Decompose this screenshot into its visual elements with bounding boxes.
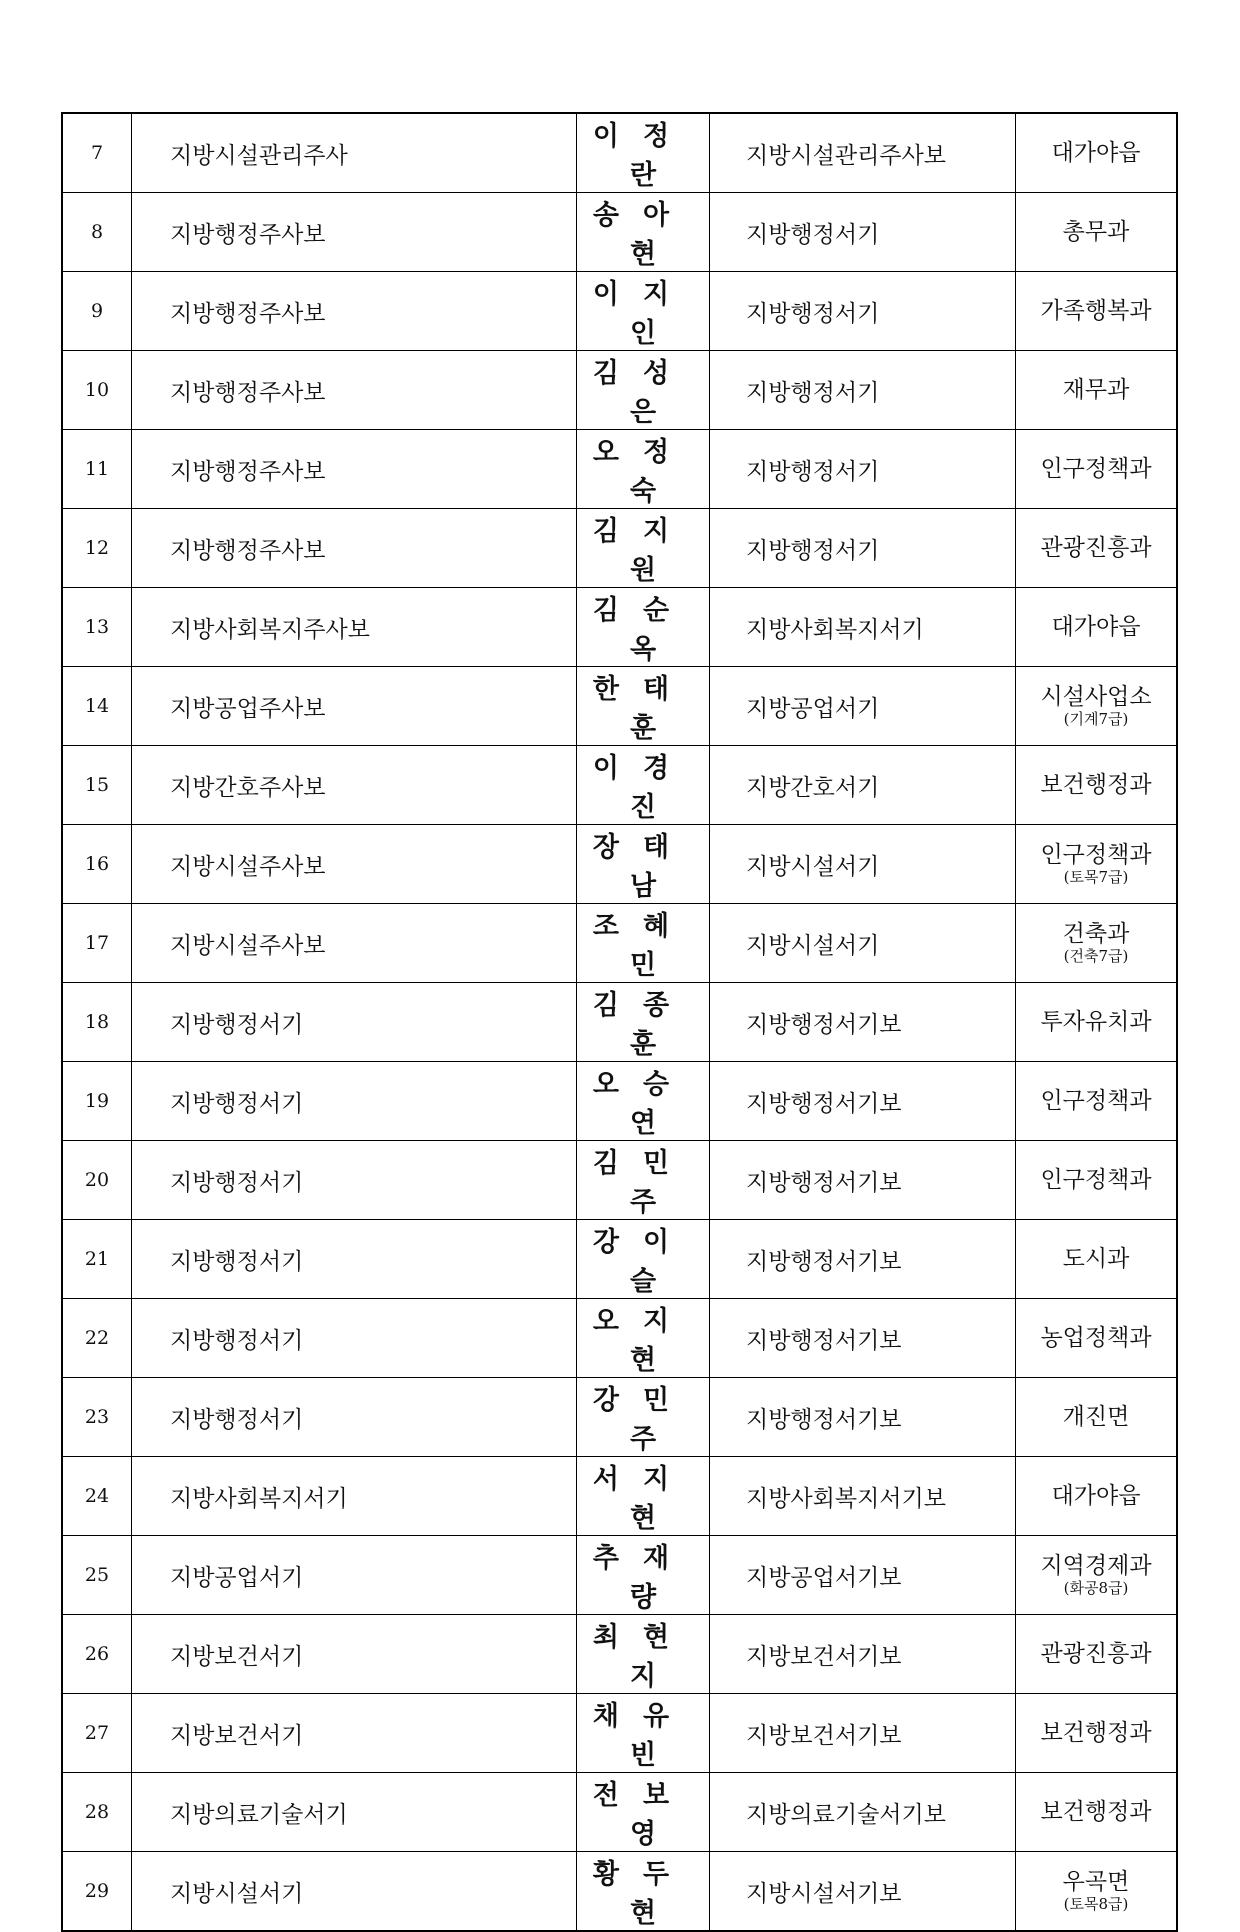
row-number: 25	[62, 1536, 132, 1615]
person-name-cell	[577, 904, 710, 983]
grade-note: (토목7급)	[1063, 867, 1129, 886]
personnel-table	[61, 112, 1178, 1932]
department-cell	[1016, 1299, 1178, 1378]
person-name-cell	[577, 113, 710, 193]
person-name-cell	[577, 509, 710, 588]
department-name: 지역경제과	[1040, 1552, 1152, 1579]
previous-rank: 지방행정주사보	[132, 351, 577, 430]
department-name: 관광진흥과	[1040, 1640, 1152, 1667]
table-row	[62, 1694, 1177, 1773]
table-row	[62, 1141, 1177, 1220]
department-cell	[1016, 1615, 1178, 1694]
row-number: 10	[62, 351, 132, 430]
table-row	[62, 1615, 1177, 1694]
previous-rank: 지방행정서기	[132, 1141, 577, 1220]
person-name: 황두현	[592, 1859, 694, 1929]
person-name-cell	[577, 1852, 710, 1932]
row-number: 8	[62, 193, 132, 272]
row-number: 19	[62, 1062, 132, 1141]
person-name: 전보영	[592, 1780, 694, 1850]
new-rank: 지방보건서기보	[710, 1615, 1016, 1694]
department-name: 인구정책과	[1040, 841, 1152, 868]
previous-rank: 지방공업주사보	[132, 667, 577, 746]
person-name-cell	[577, 588, 710, 667]
department-name: 재무과	[1062, 376, 1130, 403]
department-name: 투자유치과	[1040, 1008, 1152, 1035]
previous-rank: 지방시설주사보	[132, 825, 577, 904]
department-name: 농업정책과	[1040, 1324, 1152, 1351]
person-name-cell	[577, 193, 710, 272]
new-rank: 지방사회복지서기	[710, 588, 1016, 667]
department-cell	[1016, 904, 1178, 983]
person-name-cell	[577, 430, 710, 509]
new-rank: 지방행정서기보	[710, 1299, 1016, 1378]
new-rank: 지방행정서기	[710, 351, 1016, 430]
row-number: 14	[62, 667, 132, 746]
grade-note: (기계7급)	[1063, 709, 1129, 728]
row-number: 7	[62, 113, 132, 193]
person-name-cell	[577, 1457, 710, 1536]
table-row	[62, 113, 1177, 193]
department-cell	[1016, 1378, 1178, 1457]
person-name-cell	[577, 351, 710, 430]
department-cell	[1016, 746, 1178, 825]
new-rank: 지방행정서기보	[710, 1220, 1016, 1299]
row-number: 20	[62, 1141, 132, 1220]
table-row	[62, 1062, 1177, 1141]
previous-rank: 지방행정서기	[132, 1378, 577, 1457]
new-rank: 지방시설서기보	[710, 1852, 1016, 1932]
table-row	[62, 746, 1177, 825]
department-cell	[1016, 588, 1178, 667]
person-name-cell	[577, 983, 710, 1062]
department-name: 개진면	[1062, 1403, 1130, 1430]
department-cell	[1016, 351, 1178, 430]
person-name-cell	[577, 746, 710, 825]
table-row	[62, 430, 1177, 509]
person-name: 오지현	[592, 1306, 694, 1376]
department-cell	[1016, 1141, 1178, 1220]
table-row	[62, 193, 1177, 272]
department-cell	[1016, 1773, 1178, 1852]
new-rank: 지방행정서기보	[710, 1141, 1016, 1220]
previous-rank: 지방간호주사보	[132, 746, 577, 825]
person-name: 김순옥	[592, 595, 694, 665]
department-name: 보건행정과	[1040, 771, 1152, 798]
previous-rank: 지방보건서기	[132, 1615, 577, 1694]
person-name: 김민주	[592, 1148, 694, 1218]
person-name: 김지원	[592, 516, 694, 586]
person-name: 장태남	[592, 832, 694, 902]
department-cell	[1016, 113, 1178, 193]
new-rank: 지방행정서기	[710, 509, 1016, 588]
previous-rank: 지방시설관리주사	[132, 113, 577, 193]
department-name: 보건행정과	[1040, 1719, 1152, 1746]
table-row	[62, 904, 1177, 983]
previous-rank: 지방행정서기	[132, 1299, 577, 1378]
new-rank: 지방보건서기보	[710, 1694, 1016, 1773]
table-row	[62, 272, 1177, 351]
department-name: 인구정책과	[1040, 1166, 1152, 1193]
person-name: 김종훈	[592, 990, 694, 1060]
row-number: 23	[62, 1378, 132, 1457]
person-name: 서지현	[592, 1464, 694, 1534]
department-cell	[1016, 1536, 1178, 1615]
table-row	[62, 1773, 1177, 1852]
person-name-cell	[577, 1220, 710, 1299]
person-name-cell	[577, 1615, 710, 1694]
row-number: 21	[62, 1220, 132, 1299]
previous-rank: 지방공업서기	[132, 1536, 577, 1615]
department-cell	[1016, 430, 1178, 509]
row-number: 28	[62, 1773, 132, 1852]
new-rank: 지방행정서기	[710, 272, 1016, 351]
person-name: 이지인	[592, 279, 694, 349]
person-name: 최현지	[592, 1622, 694, 1692]
grade-note: (건축7급)	[1063, 946, 1129, 965]
personnel-table-body	[62, 113, 1177, 1931]
new-rank: 지방공업서기보	[710, 1536, 1016, 1615]
table-row	[62, 509, 1177, 588]
new-rank: 지방시설관리주사보	[710, 113, 1016, 193]
new-rank: 지방시설서기	[710, 825, 1016, 904]
person-name: 이경진	[592, 753, 694, 823]
previous-rank: 지방행정서기	[132, 983, 577, 1062]
department-name: 도시과	[1062, 1245, 1130, 1272]
department-name: 대가야읍	[1051, 139, 1141, 166]
person-name: 강민주	[592, 1385, 694, 1455]
new-rank: 지방행정서기	[710, 193, 1016, 272]
department-name: 대가야읍	[1051, 613, 1141, 640]
person-name-cell	[577, 272, 710, 351]
table-row	[62, 588, 1177, 667]
row-number: 15	[62, 746, 132, 825]
person-name: 강이슬	[592, 1227, 694, 1297]
row-number: 26	[62, 1615, 132, 1694]
previous-rank: 지방행정주사보	[132, 430, 577, 509]
person-name: 오승연	[592, 1069, 694, 1139]
person-name: 한태훈	[592, 674, 694, 744]
department-name: 인구정책과	[1040, 455, 1152, 482]
row-number: 13	[62, 588, 132, 667]
new-rank: 지방시설서기	[710, 904, 1016, 983]
department-cell	[1016, 1220, 1178, 1299]
department-name: 건축과	[1062, 920, 1130, 947]
person-name-cell	[577, 1378, 710, 1457]
previous-rank: 지방행정주사보	[132, 272, 577, 351]
previous-rank: 지방시설서기	[132, 1852, 577, 1932]
person-name: 김성은	[592, 358, 694, 428]
table-row	[62, 1220, 1177, 1299]
new-rank: 지방의료기술서기보	[710, 1773, 1016, 1852]
department-cell	[1016, 1062, 1178, 1141]
department-cell	[1016, 667, 1178, 746]
table-row	[62, 1852, 1177, 1932]
row-number: 22	[62, 1299, 132, 1378]
table-row	[62, 825, 1177, 904]
previous-rank: 지방행정서기	[132, 1062, 577, 1141]
table-row	[62, 667, 1177, 746]
person-name-cell	[577, 1299, 710, 1378]
department-name: 대가야읍	[1051, 1482, 1141, 1509]
person-name-cell	[577, 667, 710, 746]
new-rank: 지방행정서기	[710, 430, 1016, 509]
person-name: 채유빈	[592, 1701, 694, 1771]
previous-rank: 지방행정주사보	[132, 509, 577, 588]
previous-rank: 지방시설주사보	[132, 904, 577, 983]
person-name-cell	[577, 825, 710, 904]
person-name-cell	[577, 1141, 710, 1220]
grade-note: (화공8급)	[1063, 1578, 1129, 1597]
previous-rank: 지방행정서기	[132, 1220, 577, 1299]
new-rank: 지방공업서기	[710, 667, 1016, 746]
table-row	[62, 1378, 1177, 1457]
previous-rank: 지방의료기술서기	[132, 1773, 577, 1852]
new-rank: 지방행정서기보	[710, 1378, 1016, 1457]
department-name: 보건행정과	[1040, 1798, 1152, 1825]
row-number: 16	[62, 825, 132, 904]
row-number: 27	[62, 1694, 132, 1773]
department-cell	[1016, 825, 1178, 904]
department-cell	[1016, 509, 1178, 588]
new-rank: 지방행정서기보	[710, 1062, 1016, 1141]
person-name: 조혜민	[592, 911, 694, 981]
row-number: 17	[62, 904, 132, 983]
person-name-cell	[577, 1694, 710, 1773]
previous-rank: 지방보건서기	[132, 1694, 577, 1773]
table-row	[62, 351, 1177, 430]
department-name: 총무과	[1062, 218, 1130, 245]
department-cell	[1016, 193, 1178, 272]
department-cell	[1016, 983, 1178, 1062]
new-rank: 지방사회복지서기보	[710, 1457, 1016, 1536]
row-number: 29	[62, 1852, 132, 1932]
row-number: 24	[62, 1457, 132, 1536]
department-name: 우곡면	[1062, 1868, 1130, 1895]
row-number: 12	[62, 509, 132, 588]
person-name: 송아현	[592, 200, 694, 270]
department-cell	[1016, 1852, 1178, 1932]
previous-rank: 지방사회복지주사보	[132, 588, 577, 667]
department-cell	[1016, 272, 1178, 351]
person-name: 추재량	[592, 1543, 694, 1613]
new-rank: 지방행정서기보	[710, 983, 1016, 1062]
table-row	[62, 1536, 1177, 1615]
new-rank: 지방간호서기	[710, 746, 1016, 825]
grade-note: (토목8급)	[1063, 1894, 1129, 1913]
department-cell	[1016, 1457, 1178, 1536]
person-name: 이정란	[592, 121, 694, 191]
row-number: 9	[62, 272, 132, 351]
person-name: 오정숙	[592, 437, 694, 507]
department-cell	[1016, 1694, 1178, 1773]
department-name: 관광진흥과	[1040, 534, 1152, 561]
department-name: 인구정책과	[1040, 1087, 1152, 1114]
row-number: 18	[62, 983, 132, 1062]
person-name-cell	[577, 1773, 710, 1852]
table-row	[62, 1299, 1177, 1378]
table-row	[62, 1457, 1177, 1536]
person-name-cell	[577, 1062, 710, 1141]
department-name: 시설사업소	[1040, 683, 1152, 710]
department-name: 가족행복과	[1040, 297, 1152, 324]
previous-rank: 지방행정주사보	[132, 193, 577, 272]
row-number: 11	[62, 430, 132, 509]
previous-rank: 지방사회복지서기	[132, 1457, 577, 1536]
person-name-cell	[577, 1536, 710, 1615]
table-row	[62, 983, 1177, 1062]
